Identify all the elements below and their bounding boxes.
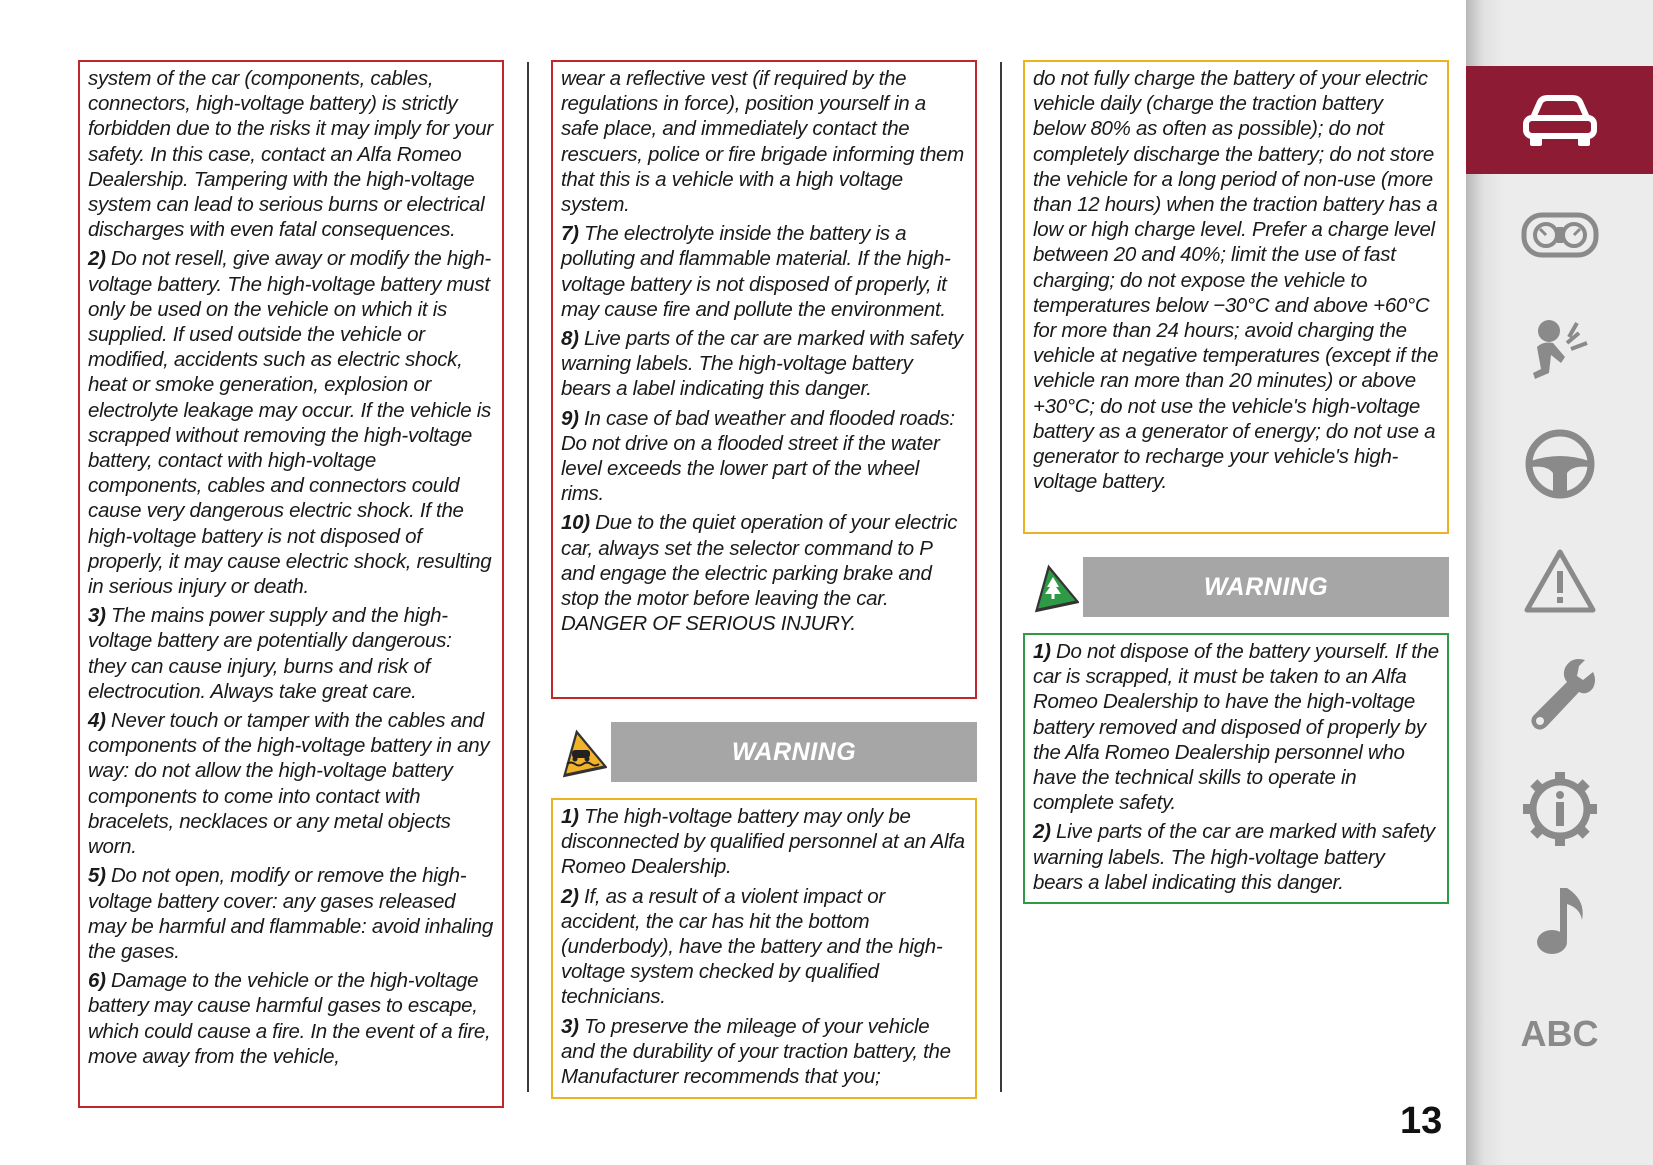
note-paragraph: 2) If, as a result of a violent impact or accident, the car has hit the bottom (underbody), have the battery and the high-voltage system checked by qualified technicians. <box>561 884 943 1009</box>
warning-header-green <box>1023 557 1449 617</box>
note-paragraph: 3) The mains power supply and the high-voltage battery are potentially dangerous: they can cause injury, burns and risk of electrocution. Always take great care. <box>88 604 452 703</box>
sidebar-item-index[interactable] <box>1466 980 1653 1088</box>
warning-triangle-icon <box>1523 547 1597 615</box>
note-paragraph: 10) Due to the quiet operation of your electric car, always set the selector command to P and engage the electric parking brake and stop the motor before leaving the car. DANGER OF SERIOUS INJURY. <box>561 511 958 636</box>
warning-notes-box-yellow-continued <box>1023 60 1449 534</box>
note-paragraph: 3) To preserve the mileage of your vehicle and the durability of your traction battery, the Manufacturer recommends that you; <box>561 1014 951 1089</box>
note-paragraph: 6) Damage to the vehicle or the high-voltage battery may cause harmful gases to escape, which could cause a fire. In the event of a fire, move away from the vehicle, <box>88 969 491 1068</box>
sidebar-item-technical-data[interactable] <box>1466 755 1653 863</box>
sidebar-item-safety[interactable] <box>1466 296 1653 404</box>
note-paragraph: 9) In case of bad weather and flooded roads: Do not drive on a flooded street if the water level exceeds the lower part of the wheel rims. <box>561 406 955 506</box>
note-paragraph: 2) Do not resell, give away or modify the high-voltage battery. The high-voltage battery must only be used on the vehicle on which it is supplied. If used outside the vehicle or modified, accidents such as electric shock, heat or smoke generation, explosion or electrolyte leakage may occur. If the vehicle is scrapped without removing the high-voltage battery, contact with high-voltage components, cables and connectors could cause very dangerous electric shock. If the high-voltage battery is not disposed of properly, it may cause electric shock, resulting in serious injury or death. <box>88 247 492 599</box>
note-paragraph: 1) The high-voltage battery may only be disconnected by qualified personnel at an Alfa Romeo Dealership. <box>561 805 965 879</box>
sidebar-item-driving[interactable] <box>1466 410 1653 518</box>
flooded-road-warning-icon <box>551 722 611 782</box>
environment-notes-box-green <box>1023 633 1449 904</box>
dashboard-gauges-icon <box>1520 209 1600 261</box>
warning-title: WARNING <box>1203 572 1329 601</box>
safety-notes-box-2 <box>551 60 977 699</box>
index-abc-label: ABC <box>1520 1013 1599 1054</box>
note-paragraph: 1) Do not dispose of the battery yourself. If the car is scrapped, it must be taken to an Alfa Romeo Dealership to have the high-voltage battery removed and disposed of properly by the Alfa Romeo Dealership personnel who have the technical skills to operate in complete safety. <box>1033 640 1439 815</box>
note-paragraph: system of the car (components, cables, connectors, high-voltage battery) is strictly forbidden due to the risks it may imply for your safety. In this case, contact an Alfa Romeo Dealership. Tampering with the high-voltage system can lead to serious burns or electrical discharges with even fatal consequences. <box>88 67 493 242</box>
safety-notes-box-1 <box>78 60 504 1108</box>
column-divider-1 <box>527 62 529 1092</box>
note-paragraph: wear a reflective vest (if required by the regulations in force), position yourself in a safe place, and immediately contact the rescuers, police or fire brigade informing them that this is a vehicle with a high voltage system. <box>561 67 964 217</box>
note-paragraph: 7) The electrolyte inside the battery is a polluting and flammable material. If the high-voltage battery is not disposed of properly, it may cause fire and pollute the environment. <box>561 222 951 321</box>
warning-notes-box-yellow <box>551 798 977 1099</box>
warning-header-yellow <box>551 722 977 782</box>
column-divider-2 <box>1000 62 1002 1092</box>
sidebar-item-maintenance[interactable] <box>1466 640 1653 748</box>
steering-wheel-icon <box>1523 427 1597 501</box>
music-note-icon <box>1530 884 1590 960</box>
airbag-passenger-icon <box>1523 313 1597 387</box>
note-paragraph: do not fully charge the battery of your electric vehicle daily (charge the traction battery below 80% as often as possible); do not completely discharge the battery; do not store the vehicle for a long period of non-use (more than 12 hours) when the traction battery has a low or high charge level. Prefer a charge level between 20 and 40%; limit the use of fast charging; do not expose the vehicle to temperatures below −30°C and above +60°C for more than 24 hours; avoid charging the vehicle at negative temperatures (except if the vehicle ran more than 20 minutes) or above +30°C; do not use the vehicle's high-voltage battery as a generator of energy; do not use a generator to recharge your vehicle's high-voltage battery. <box>1033 67 1439 494</box>
note-paragraph: 2) Live parts of the car are marked with safety warning labels. The high-voltage battery bears a label indicating this danger. <box>1033 820 1435 894</box>
car-icon <box>1520 92 1600 148</box>
sidebar-item-dashboard[interactable] <box>1466 181 1653 289</box>
chapter-sidebar <box>1466 0 1653 1165</box>
note-paragraph: 8) Live parts of the car are marked with safety warning labels. The high-voltage battery bears a label indicating this danger. <box>561 327 963 401</box>
note-paragraph: 4) Never touch or tamper with the cables and components of the high-voltage battery in any way: do not allow the high-voltage battery components to come into contact with bracelets, necklaces or any metal objects worn. <box>88 709 490 859</box>
page-number: 13 <box>1400 1100 1443 1142</box>
sidebar-item-warnings[interactable] <box>1466 527 1653 635</box>
sidebar-item-multimedia[interactable] <box>1466 868 1653 976</box>
environment-tree-icon <box>1023 557 1083 617</box>
warning-title: WARNING <box>731 737 857 766</box>
note-paragraph: 5) Do not open, modify or remove the high-voltage battery cover: any gases released may be harmful and flammable: avoid inhaling the gases. <box>88 864 493 963</box>
sidebar-item-car[interactable] <box>1466 66 1653 174</box>
gear-info-icon <box>1521 770 1599 848</box>
wrench-icon <box>1523 654 1597 734</box>
